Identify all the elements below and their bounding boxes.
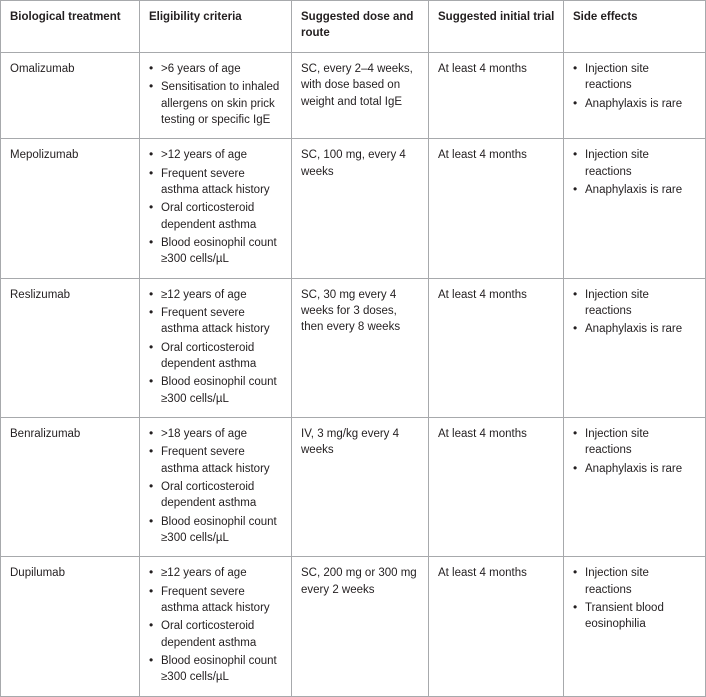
cell-side-effects [564, 139, 706, 278]
list-item: • ≥12 years of age [149, 565, 283, 581]
column-header-suggested-dose-and-route: Suggested dose and route [292, 1, 429, 53]
table-header [1, 1, 706, 53]
list-item: • >18 years of age [149, 426, 283, 442]
list-item: • Injection site reactions [573, 147, 697, 180]
list-item: • Injection site reactions [573, 287, 697, 320]
cell-treatment: Reslizumab [1, 278, 140, 417]
side-effects-list [573, 565, 697, 632]
list-item: • Blood eosinophil count ≥300 cells/µL [149, 374, 283, 407]
list-item: • Frequent severe asthma attack history [149, 584, 283, 617]
cell-side-effects [564, 278, 706, 417]
list-item: • Anaphylaxis is rare [573, 182, 697, 198]
side-effects-list [573, 426, 697, 477]
table-row [1, 417, 706, 556]
list-item: • Frequent severe asthma attack history [149, 444, 283, 477]
cell-eligibility [140, 139, 292, 278]
list-item: • Anaphylaxis is rare [573, 321, 697, 337]
eligibility-list [149, 61, 283, 128]
column-header-eligibility-criteria: Eligibility criteria [140, 1, 292, 53]
list-item: • Blood eosinophil count ≥300 cells/µL [149, 514, 283, 547]
cell-eligibility [140, 557, 292, 696]
eligibility-list [149, 287, 283, 407]
cell-eligibility [140, 417, 292, 556]
eligibility-list [149, 565, 283, 685]
list-item: • Sensitisation to inhaled allergens on skin prick testing or specific IgE [149, 79, 283, 128]
list-item: • Anaphylaxis is rare [573, 96, 697, 112]
cell-trial: At least 4 months [429, 278, 564, 417]
table-body [1, 53, 706, 697]
column-header-side-effects: Side effects [564, 1, 706, 53]
list-item: • Anaphylaxis is rare [573, 461, 697, 477]
cell-trial: At least 4 months [429, 417, 564, 556]
list-item: • Transient blood eosinophilia [573, 600, 697, 633]
cell-dose: SC, 200 mg or 300 mg every 2 weeks [292, 557, 429, 696]
cell-dose: SC, 30 mg every 4 weeks for 3 doses, then every 8 weeks [292, 278, 429, 417]
table-header-row [1, 1, 706, 53]
cell-dose: SC, 100 mg, every 4 weeks [292, 139, 429, 278]
table-row [1, 139, 706, 278]
side-effects-list [573, 147, 697, 198]
cell-trial: At least 4 months [429, 139, 564, 278]
list-item: • Frequent severe asthma attack history [149, 305, 283, 338]
list-item: • Injection site reactions [573, 426, 697, 459]
cell-trial: At least 4 months [429, 557, 564, 696]
list-item: • >12 years of age [149, 147, 283, 163]
column-header-biological-treatment: Biological treatment [1, 1, 140, 53]
list-item: • Oral corticosteroid dependent asthma [149, 200, 283, 233]
side-effects-list [573, 61, 697, 112]
cell-treatment: Benralizumab [1, 417, 140, 556]
side-effects-list [573, 287, 697, 338]
list-item: • Oral corticosteroid dependent asthma [149, 618, 283, 651]
cell-side-effects [564, 53, 706, 139]
list-item: • Frequent severe asthma attack history [149, 166, 283, 199]
cell-trial: At least 4 months [429, 53, 564, 139]
list-item: • >6 years of age [149, 61, 283, 77]
cell-dose: SC, every 2–4 weeks, with dose based on weight and total IgE [292, 53, 429, 139]
table-row [1, 278, 706, 417]
list-item: • Injection site reactions [573, 565, 697, 598]
cell-side-effects [564, 557, 706, 696]
table-row [1, 53, 706, 139]
column-header-suggested-initial-trial: Suggested initial trial [429, 1, 564, 53]
cell-eligibility [140, 278, 292, 417]
cell-treatment: Omalizumab [1, 53, 140, 139]
list-item: • Blood eosinophil count ≥300 cells/µL [149, 653, 283, 686]
list-item: • ≥12 years of age [149, 287, 283, 303]
table-row [1, 557, 706, 696]
list-item: • Injection site reactions [573, 61, 697, 94]
list-item: • Oral corticosteroid dependent asthma [149, 479, 283, 512]
eligibility-list [149, 147, 283, 267]
eligibility-list [149, 426, 283, 546]
cell-side-effects [564, 417, 706, 556]
cell-dose: IV, 3 mg/kg every 4 weeks [292, 417, 429, 556]
cell-treatment: Mepolizumab [1, 139, 140, 278]
cell-eligibility [140, 53, 292, 139]
cell-treatment: Dupilumab [1, 557, 140, 696]
list-item: • Oral corticosteroid dependent asthma [149, 340, 283, 373]
list-item: • Blood eosinophil count ≥300 cells/µL [149, 235, 283, 268]
